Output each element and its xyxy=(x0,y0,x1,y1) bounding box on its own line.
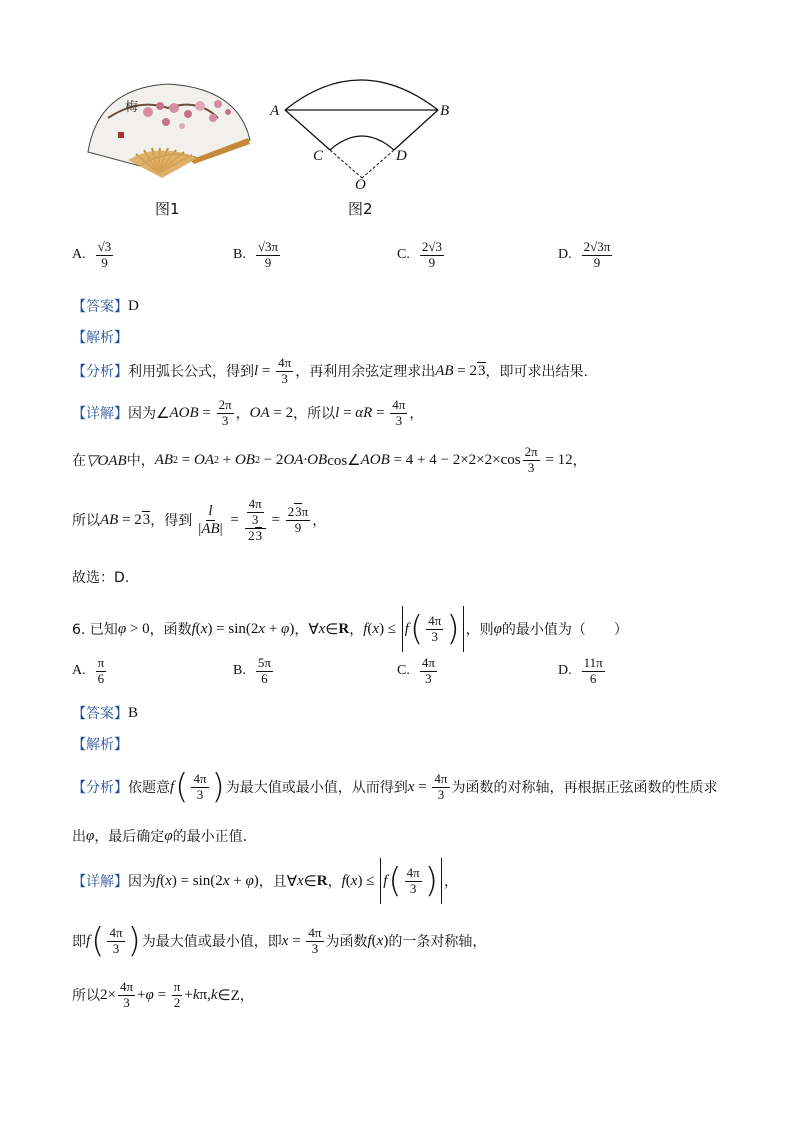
q5-option-a-den: 9 xyxy=(101,254,108,270)
q5-detail-line1: 【详解】 因为 ∠ AOB = $\frac{2\pi}{3}$ ， OA = 2 ，所以 l = αR = $\frac{4\pi}{3}$ ， xyxy=(72,397,424,428)
q6-fenxi-line1: 【分析】 依题意 f ( $\frac{4\pi}{3}$ ) 为最大值或最小值，从而得到 x = $\frac{4\pi}{3}$ 为函数的对称轴，再根据正弦函数的性质求 xyxy=(72,767,718,807)
q5-option-c: C. $\frac{2√3}{9}$ xyxy=(397,239,442,270)
q5-option-a-num: √3 xyxy=(97,239,112,254)
q5-option-b-num: √3π xyxy=(257,239,279,254)
q5-option-c-num: 2√3 xyxy=(421,239,442,254)
q6-stem: 6. 已知 φ > 0 ，函数 f ( x ) = sin(2 x + φ ) ， ∀ x ∈ R ， f ( x ) ≤ f ( $\frac{4\pi}{3}$ ) ，则 φ 的最小值为（ ） xyxy=(72,606,628,652)
q5-conclusion: 故选：D. xyxy=(72,570,130,586)
q6-detail-line3: 所以 2× $\frac{4\pi}{3}$ + φ = $\frac{\pi}{2}$ + k π, k ∈Z ， xyxy=(72,979,254,1010)
q5-detail-line3: 所以 AB = 23 ，得到 $\frac{l}{|AB|}$ = $\frac{\frac{4\pi}{3}}{23}$ = $\frac{23\pi}{9}$ ， xyxy=(72,496,327,543)
figure1-caption: 图1 xyxy=(155,200,180,218)
q6-option-a-den: 6 xyxy=(97,670,105,686)
q6-fenxi-line2: 出 φ ，最后确定 φ 的最小正值. xyxy=(72,827,248,845)
fan-seal-char: 梅 xyxy=(125,100,139,115)
q5-answer: 【答案】 D xyxy=(72,297,139,315)
q6-option-c-den: 3 xyxy=(425,670,432,686)
q5-option-b: B. $\frac{√3\pi}{9}$ xyxy=(233,239,279,270)
q6-analysis-heading: 【解析】 xyxy=(72,737,128,753)
point-O-label: O xyxy=(355,177,366,193)
q5-option-d: D. $\frac{2√3\pi}{9}$ xyxy=(558,239,611,270)
q5-option-b-den: 9 xyxy=(264,254,272,270)
q6-answer: 【答案】 B xyxy=(72,704,139,722)
q6-option-d-den: 6 xyxy=(589,670,597,686)
q5-fenxi-line: 【分析】 利用弧长公式，得到 l = $\frac{4\pi}{3}$ ，再利用余弦定理求出 AB = 23 ，即可求出结果. xyxy=(72,355,588,386)
q6-detail-line2: 即 f ( $\frac{4\pi}{3}$ ) 为最大值或最小值，即 x = $\frac{4\pi}{3}$ 为函数 f ( x ) 的一条对称轴， xyxy=(72,921,487,961)
q5-option-d-num: 2√3π xyxy=(583,239,611,254)
q6-detail-line1: 【详解】 因为 f ( x ) = sin(2 x + φ ) ，且 ∀ x ∈ R ， f ( x ) ≤ f ( $\frac{4\pi}{3}$ ) ， xyxy=(72,858,458,904)
q6-option-a-num: π xyxy=(97,655,105,670)
q6-option-b-den: 6 xyxy=(261,670,268,686)
q5-option-a: A. $\frac{√3}{9}$ xyxy=(72,239,112,270)
figure-fan-image xyxy=(78,78,258,178)
q6-option-b: B. $\frac{5\pi}{6}$ xyxy=(233,655,271,686)
figure2-caption: 图2 xyxy=(348,200,373,218)
q6-option-d-num: 11π xyxy=(583,655,603,670)
q6-option-b-num: 5π xyxy=(257,655,271,670)
q5-detail-line2: 在 ▽OAB 中， AB 2 = OA 2 + OB 2 − 2 OA·OB cos∠ AOB = 4 + 4 − 2×2×2×cos $\frac{2\pi}{3}$ = 12 ， xyxy=(72,444,587,475)
q6-option-c-num: 4π xyxy=(421,655,435,670)
q5-option-c-den: 9 xyxy=(428,254,436,270)
point-C-label: C xyxy=(313,148,324,164)
point-A-label: A xyxy=(270,103,280,119)
q5-analysis-heading: 【解析】 xyxy=(72,330,128,346)
q5-option-d-den: 9 xyxy=(593,254,601,270)
q6-option-a: A. $\frac{\pi}{6}$ xyxy=(72,655,105,686)
q6-option-d: D. $\frac{11\pi}{6}$ xyxy=(558,655,603,686)
point-B-label: B xyxy=(440,103,450,119)
point-D-label: D xyxy=(396,148,407,164)
q6-option-c: C. $\frac{4\pi}{3}$ xyxy=(397,655,435,686)
